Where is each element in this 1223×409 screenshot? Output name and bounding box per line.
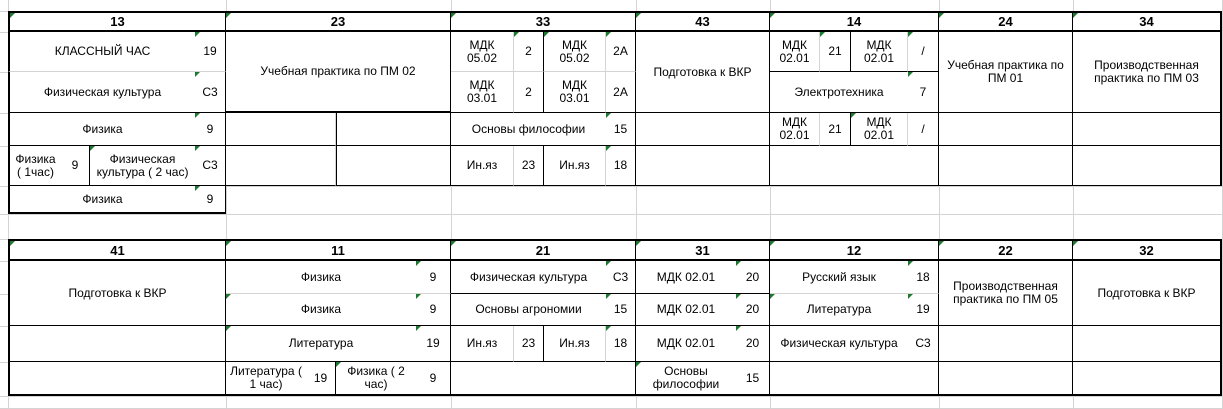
lesson-subject[interactable]: МДК 02.01	[636, 261, 736, 294]
group-header-34[interactable]: 34	[1073, 11, 1222, 32]
lesson-room[interactable]: 18	[606, 146, 636, 186]
empty-cell[interactable]	[451, 362, 636, 396]
lesson-subject[interactable]: Русский язык	[770, 261, 908, 294]
empty-cell[interactable]	[8, 362, 226, 396]
lesson-room[interactable]: 19	[195, 32, 226, 72]
lesson-room[interactable]: С3	[908, 326, 939, 362]
lesson-room[interactable]: 15	[736, 362, 770, 396]
lesson-subject[interactable]: МДК 02.01	[770, 32, 820, 72]
lesson-subject[interactable]: Литература ( 1 час)	[226, 362, 306, 396]
lesson-subject[interactable]: Подготовка к ВКР	[8, 261, 226, 326]
lesson-subject[interactable]: Ин.яз	[544, 326, 606, 362]
lesson-subject[interactable]: МДК 05.02	[544, 32, 606, 72]
lesson-room[interactable]: 9	[195, 186, 226, 214]
lesson-subject[interactable]: Физика	[226, 294, 416, 326]
lesson-room[interactable]: 19	[416, 326, 451, 362]
lesson-room[interactable]: 2	[514, 72, 544, 113]
lesson-room[interactable]: 15	[606, 113, 636, 146]
empty-cell[interactable]	[226, 113, 336, 146]
lesson-room[interactable]: 18	[606, 326, 636, 362]
lesson-room[interactable]: 2А	[606, 32, 636, 72]
lesson-subject[interactable]: Производственная практика по ПМ 05	[939, 261, 1073, 326]
lesson-subject[interactable]: МДК 02.01	[770, 113, 820, 146]
empty-cell[interactable]	[1073, 113, 1222, 146]
lesson-subject[interactable]: Основы философии	[636, 362, 736, 396]
lesson-subject[interactable]: Физика ( 1час)	[8, 146, 61, 186]
lesson-subject[interactable]: Основы агрономии	[451, 294, 606, 326]
lesson-subject[interactable]: Литература	[770, 294, 908, 326]
empty-cell[interactable]	[939, 113, 1073, 146]
group-header-31[interactable]: 31	[636, 239, 770, 261]
lesson-subject[interactable]: МДК 05.02	[451, 32, 514, 72]
lesson-room[interactable]: 9	[416, 362, 451, 396]
empty-cell[interactable]	[939, 146, 1073, 186]
lesson-room[interactable]: 9	[195, 113, 226, 146]
lesson-subject[interactable]: Ин.яз	[451, 146, 514, 186]
lesson-subject[interactable]: Учебная практика по ПМ 01	[939, 32, 1073, 113]
lesson-subject[interactable]: Производственная практика по ПМ 03	[1073, 32, 1222, 113]
lesson-room[interactable]: /	[908, 32, 939, 72]
lesson-subject[interactable]: КЛАССНЫЙ ЧАС	[8, 32, 195, 72]
lesson-subject[interactable]: Физическая культура	[770, 326, 908, 362]
empty-cell[interactable]	[1073, 362, 1222, 396]
lesson-subject[interactable]: Ин.яз	[451, 326, 514, 362]
group-header-12[interactable]: 12	[770, 239, 939, 261]
lesson-room[interactable]: 15	[606, 294, 636, 326]
lesson-room[interactable]: 9	[416, 294, 451, 326]
empty-cell[interactable]	[770, 362, 939, 396]
lesson-subject[interactable]: Физика	[8, 113, 195, 146]
lesson-room[interactable]: 20	[736, 261, 770, 294]
group-header-14[interactable]: 14	[770, 11, 939, 32]
lesson-room[interactable]: 23	[514, 326, 544, 362]
lesson-room[interactable]: 20	[736, 326, 770, 362]
lesson-room[interactable]: 20	[736, 294, 770, 326]
empty-cell[interactable]	[226, 146, 336, 186]
lesson-subject[interactable]: Учебная практика по ПМ 02	[226, 32, 451, 113]
lesson-subject[interactable]: МДК 02.01	[636, 294, 736, 326]
lesson-room[interactable]: /	[908, 113, 939, 146]
lesson-room[interactable]: С3	[195, 146, 226, 186]
lesson-room[interactable]: 2	[514, 32, 544, 72]
lesson-subject[interactable]: МДК 02.01	[851, 113, 908, 146]
group-header-23[interactable]: 23	[226, 11, 451, 32]
lesson-subject[interactable]: Основы философии	[451, 113, 606, 146]
empty-cell[interactable]	[636, 146, 770, 186]
lesson-room[interactable]: С3	[195, 72, 226, 113]
empty-cell[interactable]	[939, 362, 1073, 396]
lesson-subject[interactable]: Физика	[8, 186, 195, 214]
lesson-subject[interactable]: Ин.яз	[544, 146, 606, 186]
lesson-subject[interactable]: Физика ( 2 час)	[336, 362, 416, 396]
lesson-room[interactable]: 19	[306, 362, 336, 396]
empty-cell[interactable]	[1073, 326, 1222, 362]
lesson-subject[interactable]: Электротехника	[770, 72, 908, 113]
empty-cell[interactable]	[1073, 146, 1222, 186]
lesson-room[interactable]: 23	[514, 146, 544, 186]
group-header-21[interactable]: 21	[451, 239, 636, 261]
empty-cell[interactable]	[770, 146, 939, 186]
lesson-subject[interactable]: Физическая культура	[451, 261, 606, 294]
lesson-subject[interactable]: Подготовка к ВКР	[1073, 261, 1222, 326]
lesson-subject[interactable]: МДК 02.01	[636, 326, 736, 362]
lesson-room[interactable]: 21	[820, 113, 851, 146]
lesson-subject[interactable]: Физическая культура	[8, 72, 195, 113]
empty-cell[interactable]	[336, 146, 451, 186]
empty-cell[interactable]	[636, 113, 770, 146]
lesson-subject[interactable]: Литература	[226, 326, 416, 362]
lesson-subject[interactable]: МДК 02.01	[851, 32, 908, 72]
group-header-22[interactable]: 22	[939, 239, 1073, 261]
group-header-13[interactable]: 13	[8, 11, 226, 32]
group-header-43[interactable]: 43	[636, 11, 770, 32]
empty-cell[interactable]	[8, 326, 226, 362]
empty-cell[interactable]	[336, 113, 451, 146]
lesson-subject[interactable]: МДК 03.01	[451, 72, 514, 113]
group-header-33[interactable]: 33	[451, 11, 636, 32]
group-header-41[interactable]: 41	[8, 239, 226, 261]
group-header-11[interactable]: 11	[226, 239, 451, 261]
group-header-24[interactable]: 24	[939, 11, 1073, 32]
lesson-subject[interactable]: МДК 03.01	[544, 72, 606, 113]
lesson-subject[interactable]: Физика	[226, 261, 416, 294]
lesson-room[interactable]: 18	[908, 261, 939, 294]
lesson-room[interactable]: 2А	[606, 72, 636, 113]
lesson-room[interactable]: С3	[606, 261, 636, 294]
lesson-room[interactable]: 9	[416, 261, 451, 294]
lesson-room[interactable]: 9	[61, 146, 90, 186]
lesson-subject[interactable]: Подготовка к ВКР	[636, 32, 770, 113]
group-header-32[interactable]: 32	[1073, 239, 1222, 261]
lesson-room[interactable]: 7	[908, 72, 939, 113]
empty-cell[interactable]	[939, 326, 1073, 362]
lesson-room[interactable]: 21	[820, 32, 851, 72]
lesson-subject[interactable]: Физическая культура ( 2 час)	[90, 146, 195, 186]
lesson-room[interactable]: 19	[908, 294, 939, 326]
